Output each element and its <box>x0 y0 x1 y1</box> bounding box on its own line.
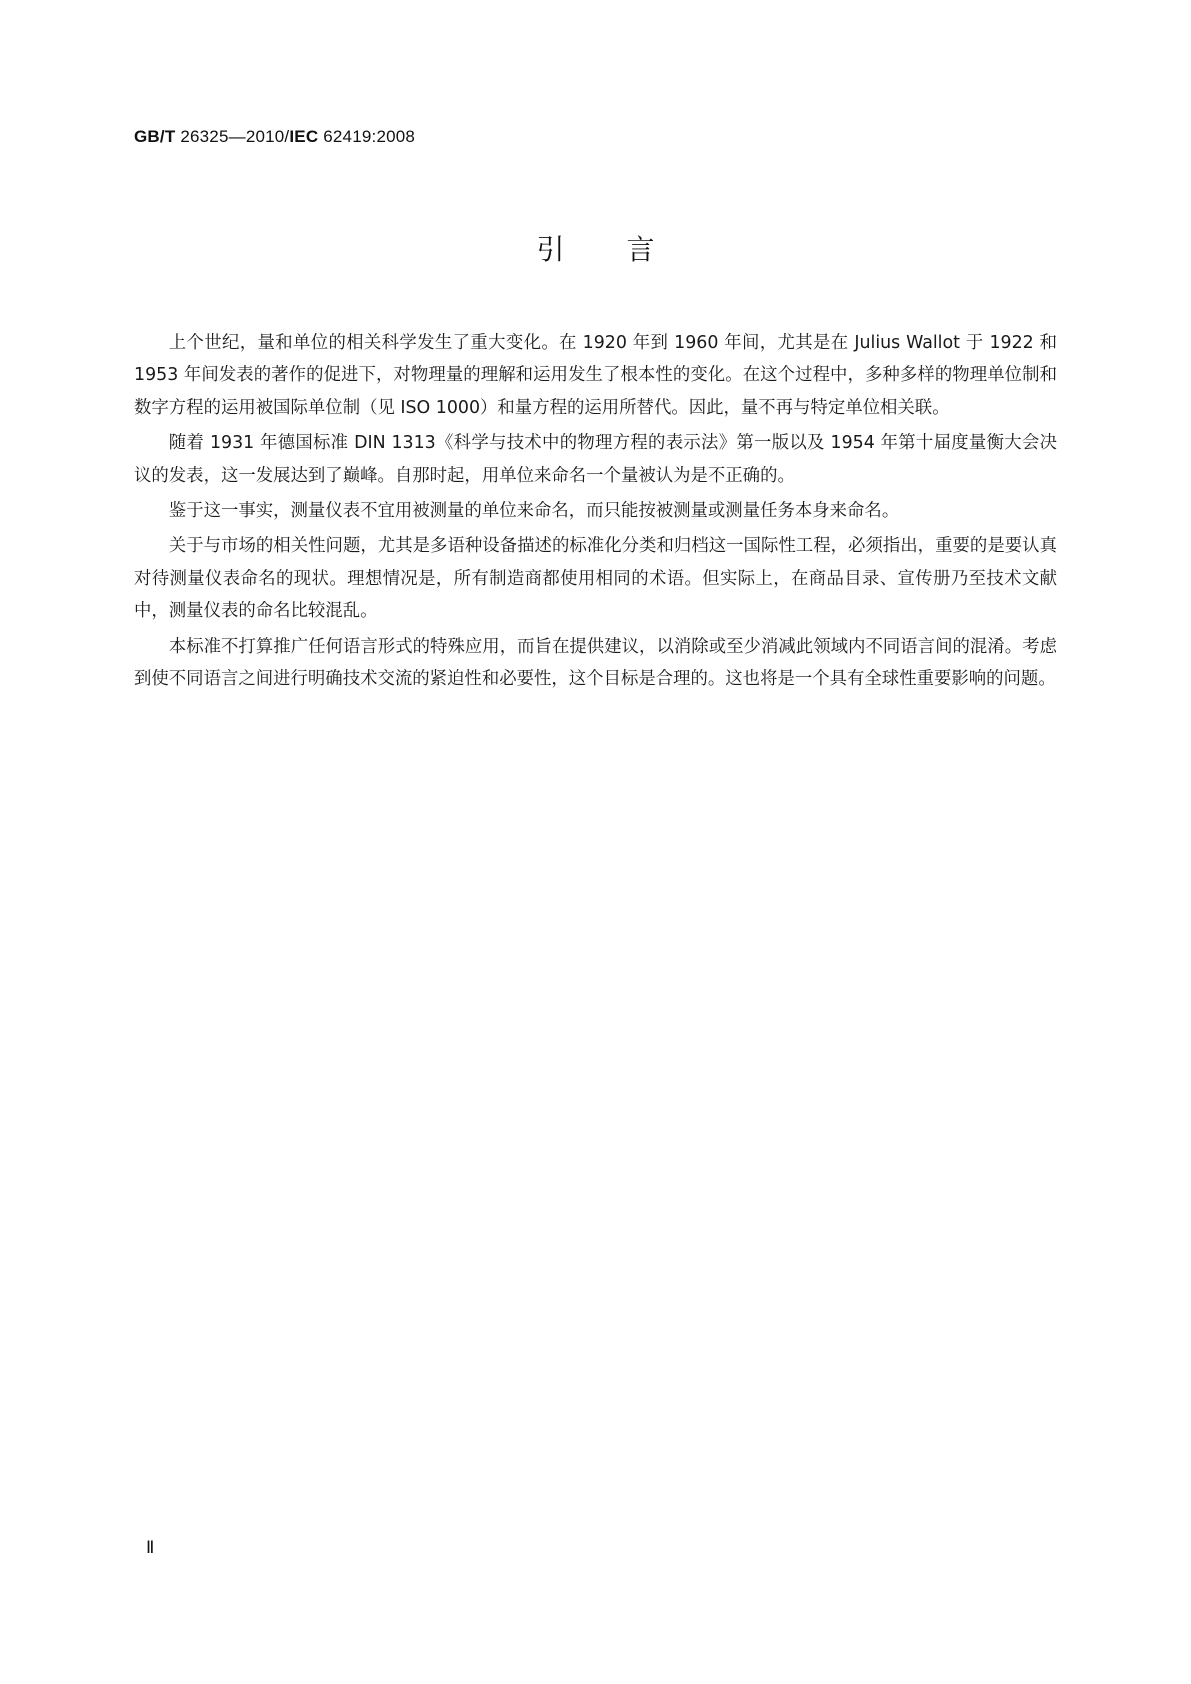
standard-code-prefix: GB/T <box>134 127 176 146</box>
paragraph: 鉴于这一事实，测量仪表不宜用被测量的单位来命名，而只能按被测量或测量任务本身来命名。 <box>168 501 900 522</box>
paragraph: 上个世纪，量和单位的相关科学发生了重大变化。在 1920 年到 1960 年间，尤其是在 Julius Wallot 于 1922 和 1953 年间发表的著作的促进下，对物理量的理解和运用发生了根本性的变化。在这个过程中，多种多样的物理单位制和数字方程的运用被国际单位制（见 ISO 1000）和量方程的运用所替代。因此，量不再与特定单位相关联。 <box>134 333 1057 418</box>
paragraph: 本标准不打算推广任何语言形式的特殊应用，而旨在提供建议，以消除或至少消减此领域内不同语言间的混淆。考虑到使不同语言之间进行明确技术交流的紧迫性和必要性，这个目标是合理的。这也将是一个具有全球性重要影响的问题。 <box>134 636 1057 690</box>
standard-code-header <box>134 127 415 147</box>
paragraph: 随着 1931 年德国标准 DIN 1313《科学与技术中的物理方程的表示法》第一版以及 1954 年第十届度量衡大会决议的发表，这一发展达到了巅峰。自那时起，用单位来命名一个量被认为是不正确的。 <box>134 433 1057 486</box>
body-text <box>134 327 1057 698</box>
iec-code-prefix: IEC <box>289 127 319 146</box>
paragraph: 关于与市场的相关性问题，尤其是多语种设备描述的标准化分类和归档这一国际性工程，必须指出，重要的是要认真对待测量仪表命名的现状。理想情况是，所有制造商都使用相同的术语。但实际上，在商品目录、宣传册乃至技术文献中，测量仪表的命名比较混乱。 <box>134 536 1057 622</box>
iec-code-number: 62419:2008 <box>318 127 416 146</box>
standard-code-number: 26325—2010/ <box>175 127 290 146</box>
section-title: 引言 <box>536 233 717 266</box>
page-number: Ⅱ <box>146 1538 155 1557</box>
